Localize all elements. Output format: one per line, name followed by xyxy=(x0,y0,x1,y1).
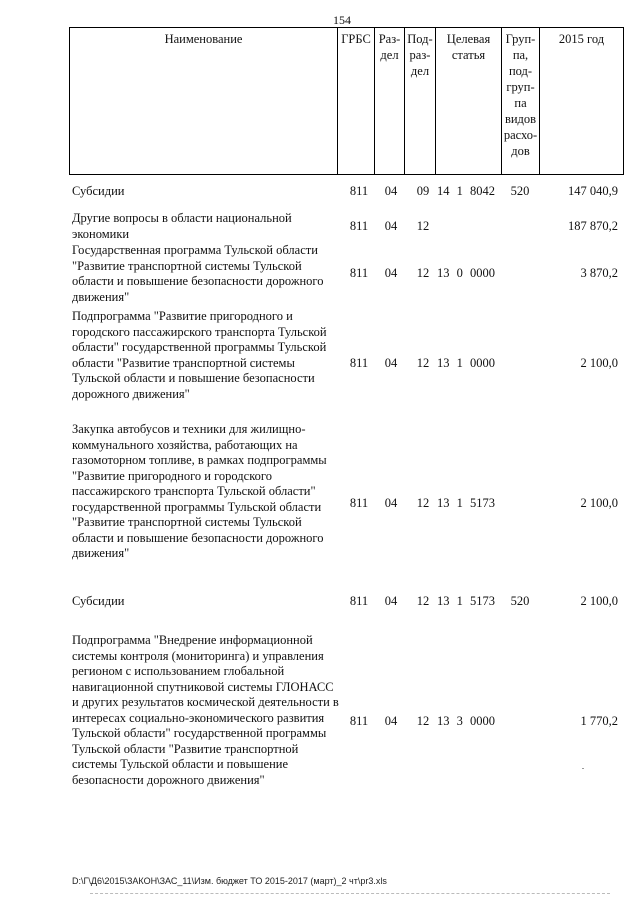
table-row xyxy=(72,211,622,243)
scan-speck xyxy=(582,768,584,769)
row-sum: 2 100,0 xyxy=(580,356,618,370)
row-name: Другие вопросы в области национальной экономики xyxy=(72,211,292,241)
row-name: Подпрограмма "Внедрение информационной системы контроля (мониторинга) и управления регионом с использованием глобальной навигационной спутниковой системы ГЛОНАСС и других результатов космической деятельности в интересах социально-экономического развития Тульской области" государственной программы Тульской области "Развитие транспортной системы Тульской области и повышение безопасности дорожного движения" xyxy=(72,633,339,787)
header-gruppa: Груп- па, под- груп- па видов расхо- дов xyxy=(502,28,540,174)
table-row xyxy=(72,309,622,419)
row-razdel: 04 xyxy=(384,184,398,198)
row-grbs: 811 xyxy=(349,356,369,370)
header-grbs: ГРБС xyxy=(338,28,375,174)
header-razdel: Раз- дел xyxy=(375,28,405,174)
row-podrazdel: 12 xyxy=(416,496,430,510)
row-razdel: 04 xyxy=(384,594,398,608)
table-row xyxy=(72,633,622,823)
row-sum: 3 870,2 xyxy=(580,266,618,280)
row-podrazdel: 12 xyxy=(416,594,430,608)
row-celevaya: 13 1 5173 xyxy=(437,496,495,510)
header-podrazdel: Под- раз- дел xyxy=(405,28,436,174)
row-razdel: 04 xyxy=(384,714,398,728)
row-sum: 187 870,2 xyxy=(568,219,618,233)
row-razdel: 04 xyxy=(384,219,398,233)
row-razdel: 04 xyxy=(384,496,398,510)
row-podrazdel: 12 xyxy=(416,356,430,370)
header-celevaya: Целевая статья xyxy=(436,28,502,174)
table-row xyxy=(72,184,622,204)
row-celevaya: 13 1 0000 xyxy=(437,356,495,370)
row-sum: 2 100,0 xyxy=(580,496,618,510)
row-name: Закупка автобусов и техники для жилищно-коммунального хозяйства, работающих на газомоторном топливе, в рамках подпрограммы "Развитие пригородного и городского пассажирского транспорта Тульской области" государственной программы Тульской области "Развитие транспортной системы Тульской области и повышение безопасности дорожного движения" xyxy=(72,422,327,560)
row-celevaya: 14 1 8042 xyxy=(437,184,495,198)
row-grbs: 811 xyxy=(349,496,369,510)
table-row xyxy=(72,594,622,614)
row-grbs: 811 xyxy=(349,266,369,280)
row-podrazdel: 12 xyxy=(416,266,430,280)
header-name: Наименование xyxy=(70,28,338,174)
row-grbs: 811 xyxy=(349,594,369,608)
table-row xyxy=(72,243,622,307)
row-razdel: 04 xyxy=(384,356,398,370)
page-number: 154 xyxy=(333,13,351,27)
row-razdel: 04 xyxy=(384,266,398,280)
row-gruppa: 520 xyxy=(510,594,530,608)
row-sum: 147 040,9 xyxy=(568,184,618,198)
row-sum: 2 100,0 xyxy=(580,594,618,608)
row-celevaya: 13 3 0000 xyxy=(437,714,495,728)
table-header xyxy=(69,27,624,175)
row-celevaya: 13 0 0000 xyxy=(437,266,495,280)
row-podrazdel: 12 xyxy=(416,219,430,233)
row-grbs: 811 xyxy=(349,184,369,198)
row-celevaya: 13 1 5173 xyxy=(437,594,495,608)
row-name: Субсидии xyxy=(72,594,125,608)
table-row xyxy=(72,422,622,582)
row-grbs: 811 xyxy=(349,714,369,728)
row-name: Подпрограмма "Развитие пригородного и городского пассажирского транспорта Тульской области" государственной программы Тульской области "Развитие транспортной системы Тульской области и повышение безопасности дорожного движения" xyxy=(72,309,327,401)
row-podrazdel: 12 xyxy=(416,714,430,728)
row-sum: 1 770,2 xyxy=(580,714,618,728)
row-podrazdel: 09 xyxy=(416,184,430,198)
row-grbs: 811 xyxy=(349,219,369,233)
row-name: Субсидии xyxy=(72,184,125,198)
row-name: Государственная программа Тульской области "Развитие транспортной системы Тульской области и повышение безопасности дорожного движения" xyxy=(72,243,324,304)
footer-file-path: D:\Г\Д6\2015\ЗАКОН\ЗАС_11\Изм. бюджет ТО 2015-2017 (март)_2 чт\pr3.xls xyxy=(72,876,387,886)
row-gruppa: 520 xyxy=(510,184,530,198)
header-year: 2015 год xyxy=(558,32,605,46)
footer-divider xyxy=(90,893,610,894)
